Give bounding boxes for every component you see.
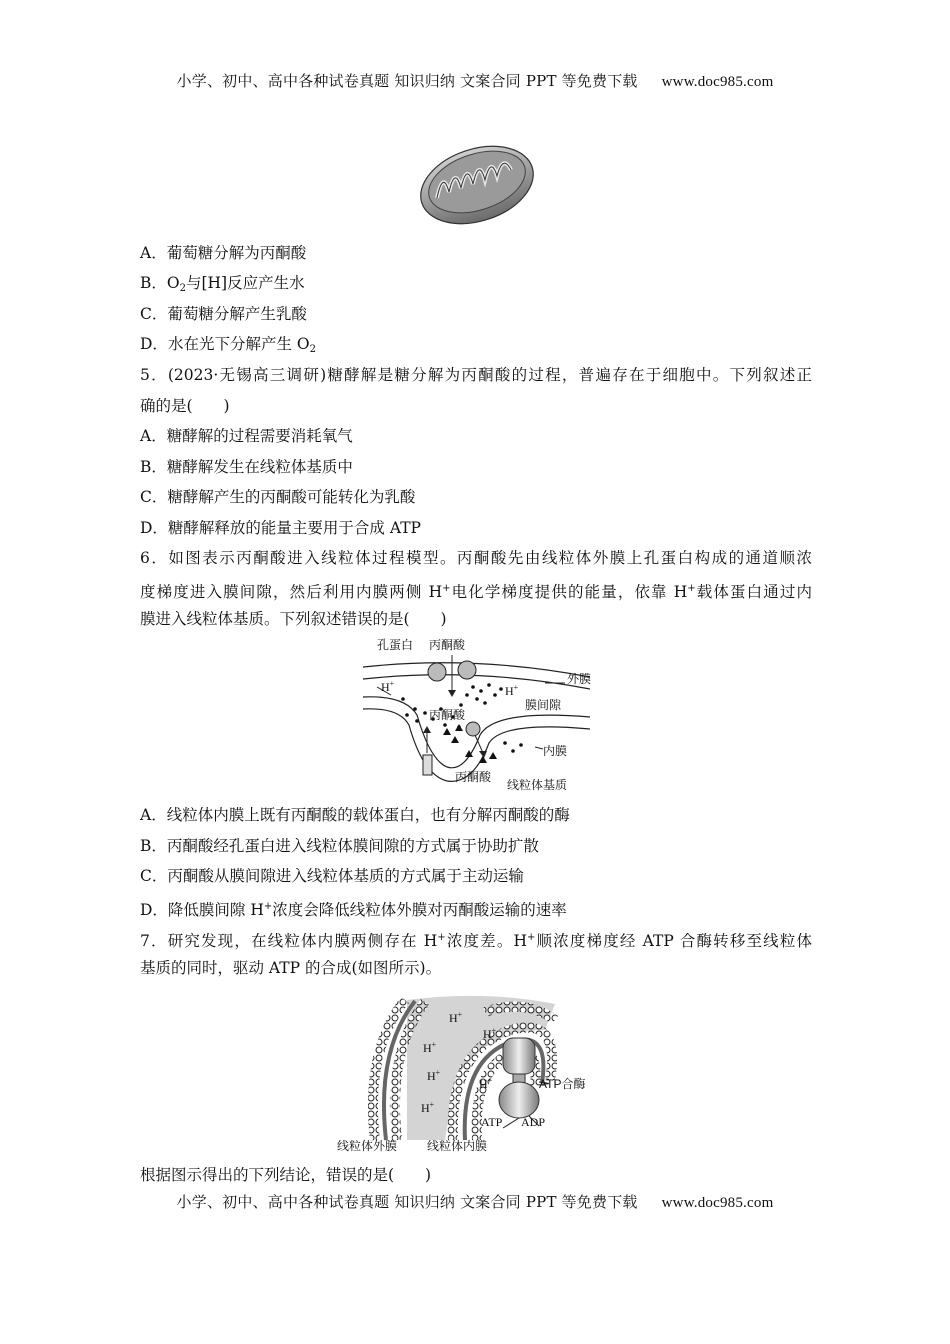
q4-option-d-pre: 水在光下分解产生 O (167, 335, 310, 353)
hplus-2: H+ (449, 1010, 463, 1025)
q6-option-b: B．丙酮酸经孔蛋白进入线粒体膜间隙的方式属于协助扩散 (140, 837, 539, 855)
label-hplus-left: H+ (381, 679, 395, 694)
q4-option-b-post: 与[H]反应产生水 (185, 274, 305, 292)
label-inner-mito-membrane: 线粒体内膜 (427, 1139, 488, 1153)
q6-stem-line1: 6．如图表示丙酮酸进入线粒体过程模型。丙酮酸先由线粒体外膜上孔蛋白构成的通道顺浓 (140, 549, 812, 567)
label-pyruvate-bottom: 丙酮酸 (455, 770, 492, 784)
q6-line2-part2: 电化学梯度提供的能量，依靠 H (450, 583, 688, 601)
q4-option-b (140, 273, 305, 299)
q7-line1-part3: 顺浓度梯度经 ATP 合酶转移至线粒体 (535, 932, 812, 950)
q6-stem-line2 (140, 579, 812, 602)
q4-option-d-sub: 2 (309, 344, 316, 355)
q7-line1-part2: 浓度差。H (445, 932, 527, 950)
q7-stem-line1 (140, 928, 812, 951)
hplus-6: H+ (479, 1076, 493, 1091)
q5-option-b: B．糖酵解发生在线粒体基质中 (140, 458, 353, 476)
header-text: 小学、初中、高中各种试卷真题 知识归纳 文案合同 PPT 等免费下载 (176, 72, 638, 90)
label-adp: ADP (521, 1115, 546, 1129)
label-outer-membrane: 外膜 (567, 672, 592, 686)
label-intermembrane-space: 膜间隙 (525, 698, 562, 712)
q4-option-a-label: A． (140, 244, 167, 262)
q4-option-d (140, 334, 316, 360)
q6-stem-line3: 膜进入线粒体基质。下列叙述错误的是( ) (140, 610, 447, 628)
q4-option-c-label: C． (140, 305, 168, 323)
q4-option-c-text: 葡萄糖分解产生乳酸 (167, 305, 307, 323)
label-inner-membrane: 内膜 (543, 744, 568, 758)
q5-stem-line2: 确的是( ) (140, 397, 230, 415)
label-porin: 孔蛋白 (377, 638, 414, 652)
q7-stem-line2: 基质的同时，驱动 ATP 的合成(如图所示)。 (140, 959, 442, 977)
q6-line2-part3: 载体蛋白通过内 (695, 583, 812, 601)
mitochondrion-illustration (415, 140, 540, 230)
q6-line2-plus2: + (687, 583, 696, 594)
q6-option-d-part1: D．降低膜间隙 H (140, 901, 264, 919)
q6-option-c: C．丙酮酸从膜间隙进入线粒体基质的方式属于主动运输 (140, 867, 524, 885)
label-hplus-right: H+ (505, 683, 519, 698)
q4-option-b-sub: 2 (179, 283, 186, 294)
page-header (0, 70, 950, 91)
hplus-1: H+ (423, 1040, 437, 1055)
q6-line2-plus1: + (442, 583, 451, 594)
q5-option-a: A．糖酵解的过程需要消耗氧气 (140, 427, 353, 445)
q6-option-a: A．线粒体内膜上既有丙酮酸的载体蛋白，也有分解丙酮酸的酶 (140, 806, 570, 824)
q7-line1-part1: 7．研究发现，在线粒体内膜两侧存在 H (140, 932, 438, 950)
pyruvate-transport-diagram (355, 635, 605, 795)
label-atp: ATP (481, 1115, 503, 1129)
q6-line2-part1: 度梯度进入膜间隙，然后利用内膜两侧 H (140, 583, 443, 601)
q4-option-b-pre: O (166, 274, 180, 292)
page-footer (0, 1191, 950, 1212)
q4-option-a (140, 243, 306, 263)
q6-option-d-part2: 浓度会降低线粒体外膜对丙酮酸运输的速率 (272, 901, 567, 919)
hplus-5: H+ (483, 1026, 497, 1041)
q5-option-c: C．糖酵解产生的丙酮酸可能转化为乳酸 (140, 488, 416, 506)
atp-synthase-diagram (335, 990, 605, 1160)
label-matrix: 线粒体基质 (507, 778, 568, 792)
q6-option-d (140, 897, 567, 920)
q5-stem-line1: 5．(2023·无锡高三调研)糖酵解是糖分解为丙酮酸的过程，普遍存在于细胞中。下列叙述正 (140, 366, 812, 384)
q5-option-d: D．糖酵解释放的能量主要用于合成 ATP (140, 519, 421, 537)
q4-option-b-label: B． (140, 274, 167, 292)
hplus-3: H+ (427, 1068, 441, 1083)
q7-question: 根据图示得出的下列结论，错误的是( ) (140, 1166, 432, 1184)
hplus-4: H+ (421, 1100, 435, 1115)
label-atp-synthase: ATP合酶 (539, 1077, 586, 1091)
header-site: www.doc985.com (661, 74, 774, 90)
q4-option-d-label: D． (140, 335, 168, 353)
q4-option-c (140, 304, 307, 324)
footer-text: 小学、初中、高中各种试卷真题 知识归纳 文案合同 PPT 等免费下载 (176, 1193, 638, 1211)
label-outer-mito-membrane: 线粒体外膜 (337, 1139, 398, 1153)
q7-line1-plus2: + (527, 932, 536, 943)
label-pyruvate-top: 丙酮酸 (429, 638, 466, 652)
q7-line1-plus1: + (437, 932, 446, 943)
footer-site: www.doc985.com (661, 1195, 774, 1211)
q4-option-a-text: 葡萄糖分解为丙酮酸 (166, 244, 307, 262)
q6-option-d-plus: + (263, 901, 273, 912)
label-pyruvate-mid: 丙酮酸 (429, 708, 466, 722)
